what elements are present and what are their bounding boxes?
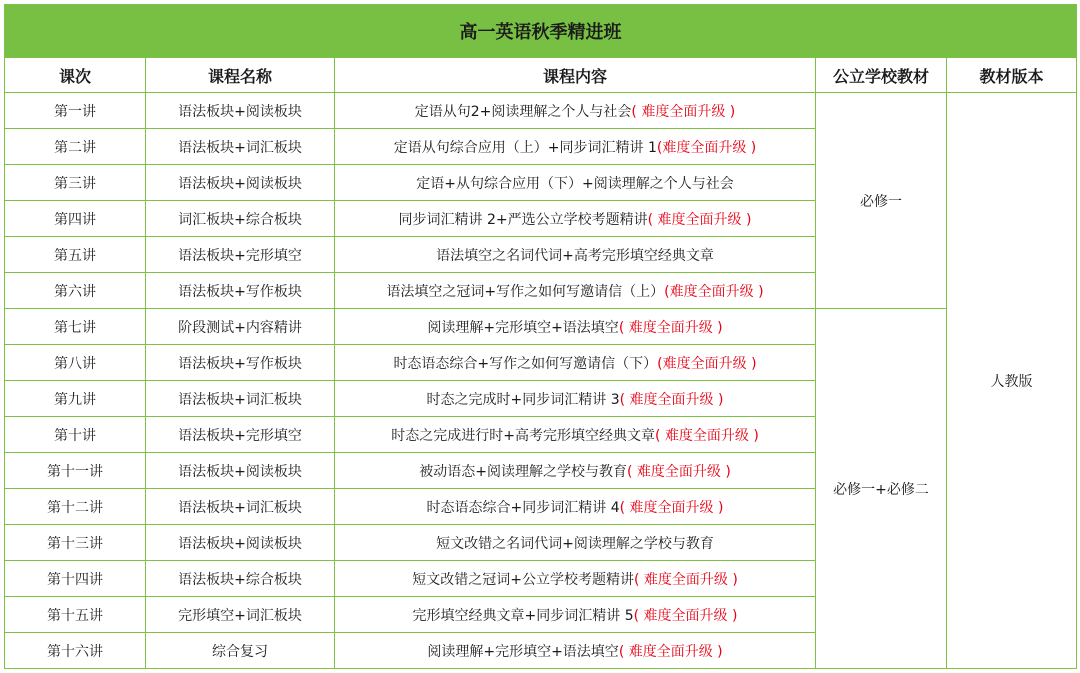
course-schedule-table [4, 4, 1077, 669]
schedule-container [4, 4, 1076, 668]
course-content-text: 定语+从句综合应用（下）+阅读理解之个人与社会 [416, 175, 734, 192]
lesson-cell: 第十五讲 [5, 597, 146, 633]
lesson-cell: 第四讲 [5, 201, 146, 237]
lesson-cell: 第六讲 [5, 273, 146, 309]
header-course-content: 课程内容 [335, 58, 816, 93]
lesson-cell: 第一讲 [5, 93, 146, 129]
course-name-cell: 综合复习 [146, 633, 335, 669]
course-content-text: 时态之完成时+同步词汇精讲 3 [426, 391, 620, 408]
header-school-textbook: 公立学校教材 [816, 58, 947, 93]
difficulty-upgrade-tag: ( 难度全面升级 ) [654, 427, 759, 444]
course-content-cell [335, 453, 816, 489]
header-textbook-version: 教材版本 [947, 58, 1077, 93]
course-name-cell: 语法板块+词汇板块 [146, 489, 335, 525]
title-row [5, 5, 1077, 58]
header-course-name: 课程名称 [146, 58, 335, 93]
course-content-cell [335, 525, 816, 561]
course-content-cell [335, 561, 816, 597]
course-content-cell [335, 345, 816, 381]
course-content-text: 定语从句综合应用（上）+同步词汇精讲 1 [393, 139, 657, 156]
lesson-cell: 第十四讲 [5, 561, 146, 597]
course-content-text: 阅读理解+完形填空+语法填空 [427, 319, 619, 336]
lesson-cell: 第十一讲 [5, 453, 146, 489]
course-content-cell [335, 165, 816, 201]
lesson-cell: 第十三讲 [5, 525, 146, 561]
course-content-cell [335, 489, 816, 525]
difficulty-upgrade-tag: (难度全面升级 ) [657, 355, 757, 372]
lesson-cell: 第十二讲 [5, 489, 146, 525]
course-content-text: 时态语态综合+写作之如何写邀请信（下） [393, 355, 658, 372]
difficulty-upgrade-tag: ( 难度全面升级 ) [631, 103, 736, 120]
table-row [5, 309, 1077, 345]
table-row [5, 93, 1077, 129]
difficulty-upgrade-tag: ( 难度全面升级 ) [633, 607, 738, 624]
course-name-cell: 语法板块+阅读板块 [146, 93, 335, 129]
school-textbook-group-1: 必修一 [816, 93, 947, 309]
course-content-text: 短文改错之冠词+公立学校考题精讲 [412, 571, 634, 588]
course-name-cell: 完形填空+词汇板块 [146, 597, 335, 633]
lesson-cell: 第八讲 [5, 345, 146, 381]
course-content-cell [335, 129, 816, 165]
course-content-cell [335, 417, 816, 453]
course-content-text: 定语从句2+阅读理解之个人与社会 [414, 103, 632, 120]
header-lesson: 课次 [5, 58, 146, 93]
course-name-cell: 语法板块+阅读板块 [146, 165, 335, 201]
lesson-cell: 第七讲 [5, 309, 146, 345]
difficulty-upgrade-tag: ( 难度全面升级 ) [619, 391, 724, 408]
textbook-version-cell: 人教版 [947, 93, 1077, 669]
course-content-text: 时态语态综合+同步词汇精讲 4 [426, 499, 620, 516]
table-body [5, 93, 1077, 669]
course-content-text: 同步词汇精讲 2+严选公立学校考题精讲 [398, 211, 648, 228]
course-name-cell: 语法板块+写作板块 [146, 345, 335, 381]
course-content-cell [335, 381, 816, 417]
difficulty-upgrade-tag: (难度全面升级 ) [656, 139, 757, 156]
course-content-text: 短文改错之名词代词+阅读理解之学校与教育 [436, 535, 714, 552]
difficulty-upgrade-tag: ( 难度全面升级 ) [647, 211, 752, 228]
school-textbook-group-2: 必修一+必修二 [816, 309, 947, 669]
course-content-text: 语法填空之名词代词+高考完形填空经典文章 [436, 247, 714, 264]
course-name-cell: 语法板块+词汇板块 [146, 381, 335, 417]
course-content-cell [335, 633, 816, 669]
course-name-cell: 语法板块+综合板块 [146, 561, 335, 597]
difficulty-upgrade-tag: (难度全面升级 ) [664, 283, 764, 300]
course-name-cell: 阶段测试+内容精讲 [146, 309, 335, 345]
course-content-text: 被动语态+阅读理解之学校与教育 [419, 463, 627, 480]
difficulty-upgrade-tag: ( 难度全面升级 ) [618, 319, 723, 336]
course-content-text: 完形填空经典文章+同步词汇精讲 5 [412, 607, 634, 624]
course-content-text: 阅读理解+完形填空+语法填空 [427, 643, 619, 660]
course-name-cell: 语法板块+阅读板块 [146, 453, 335, 489]
course-content-text: 时态之完成进行时+高考完形填空经典文章 [391, 427, 655, 444]
course-content-cell [335, 273, 816, 309]
course-content-cell [335, 597, 816, 633]
lesson-cell: 第十讲 [5, 417, 146, 453]
difficulty-upgrade-tag: ( 难度全面升级 ) [618, 643, 723, 660]
course-name-cell: 语法板块+写作板块 [146, 273, 335, 309]
lesson-cell: 第九讲 [5, 381, 146, 417]
difficulty-upgrade-tag: ( 难度全面升级 ) [619, 499, 724, 516]
lesson-cell: 第二讲 [5, 129, 146, 165]
course-content-cell [335, 201, 816, 237]
lesson-cell: 第五讲 [5, 237, 146, 273]
lesson-cell: 第三讲 [5, 165, 146, 201]
lesson-cell: 第十六讲 [5, 633, 146, 669]
course-name-cell: 词汇板块+综合板块 [146, 201, 335, 237]
course-content-cell [335, 309, 816, 345]
difficulty-upgrade-tag: ( 难度全面升级 ) [626, 463, 731, 480]
course-name-cell: 语法板块+词汇板块 [146, 129, 335, 165]
header-row [5, 58, 1077, 93]
table-title: 高一英语秋季精进班 [5, 5, 1077, 58]
course-name-cell: 语法板块+完形填空 [146, 417, 335, 453]
course-content-cell [335, 237, 816, 273]
course-name-cell: 语法板块+阅读板块 [146, 525, 335, 561]
course-content-cell [335, 93, 816, 129]
difficulty-upgrade-tag: ( 难度全面升级 ) [633, 571, 738, 588]
course-name-cell: 语法板块+完形填空 [146, 237, 335, 273]
course-content-text: 语法填空之冠词+写作之如何写邀请信（上） [386, 283, 665, 300]
